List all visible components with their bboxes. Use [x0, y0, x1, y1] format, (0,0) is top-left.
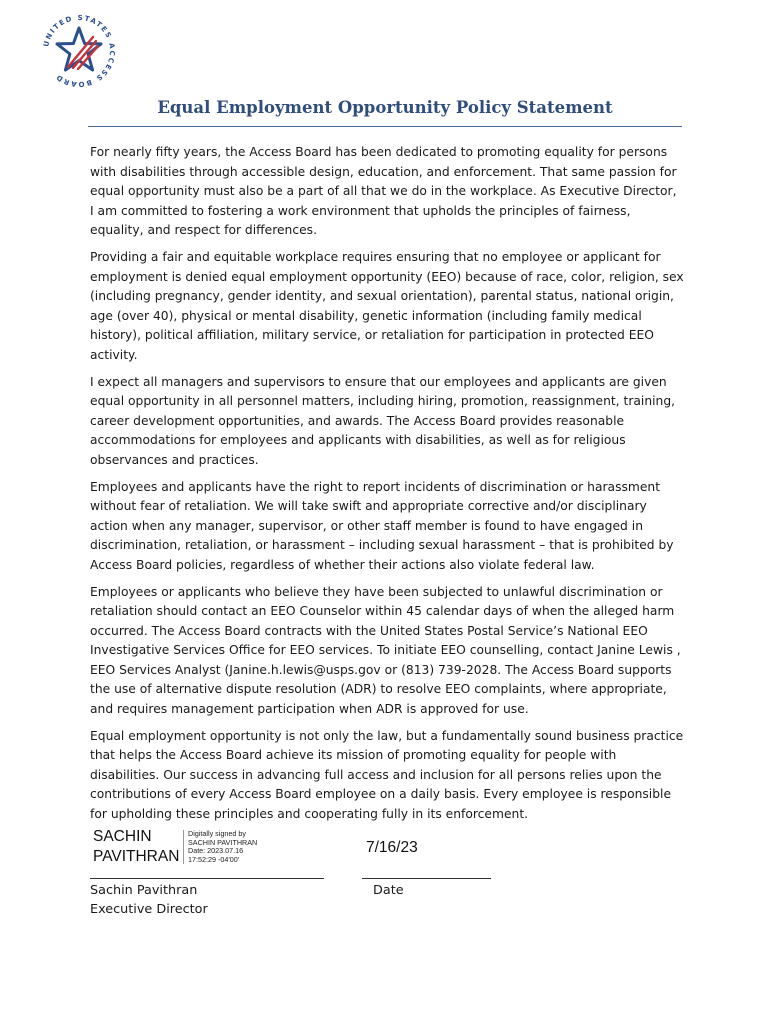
paragraph: Employees and applicants have the right to report incidents of discrimination or harassment without fear of retaliation. We will take swift and appropriate corrective and/or disciplinary action when any manager, supervisor, or other staff member is found to have engaged in discrimination, retaliation, or harassment – including sexual harassment – that is prohibited by Access Board policies, regardless of whether their actions also violate federal law. — [90, 479, 674, 572]
digital-signature-name — [93, 827, 179, 867]
paragraph: Employees or applicants who believe they have been subjected to unlawful discrimination or retaliation should contact an EEO Counselor within 45 calendar days of when the alleged harm occurred. The Access Board contracts with the United States Postal Service’s National EEO Investigative Services Office for EEO services. To initiate EEO counselling, contact Janine Lewis , EEO Services Analyst (Janine.h.lewis@usps.gov or (813) 739-2028. The Access Board supports the use of alternative dispute resolution (ADR) to resolve EEO complaints, where appropriate, and requires management participation when ADR is approved for use. — [90, 584, 681, 716]
paragraph: Equal employment opportunity is not only the law, but a fundamentally sound business practice that helps the Access Board achieve its mission of promoting equality for people with disabilities. Our success in advancing full access and inclusion for all persons relies upon the contributions of every Access Board employee on a daily basis. Every employee is responsible for upholding these principles and cooperating fully in its enforcement. — [90, 728, 684, 821]
title-divider — [88, 126, 682, 127]
paragraph: Providing a fair and equitable workplace requires ensuring that no employee or applicant for employment is denied equal employment opportunity (EEO) because of race, color, religion, sex (including pregnancy, gender identity, and sexual orientation), parental status, national origin, age (over 40), physical or mental disability, genetic information (including family medical history), political affiliation, military service, or retaliation for participation in protected EEO activity. — [90, 250, 684, 362]
signature-name-line: PAVITHRAN — [93, 848, 180, 865]
signature-line — [90, 878, 324, 879]
page-title: Equal Employment Opportunity Policy Statement — [157, 98, 613, 117]
digital-signature-details — [183, 830, 257, 864]
signature-meta-line: Date: 2023.07.16 — [188, 846, 244, 856]
signature-date-value: 7/16/23 — [366, 839, 418, 856]
logo-ring-text: UNITED STATES ACCESS BOARD — [42, 13, 117, 89]
signer-title: Executive Director — [90, 902, 208, 917]
date-line — [362, 878, 491, 879]
signature-meta-line: Digitally signed by — [188, 829, 246, 838]
signature-meta-line: 17:52:29 -04'00' — [188, 854, 240, 864]
paragraph: For nearly fifty years, the Access Board has been dedicated to promoting equality for persons with disabilities through accessible design, education, and enforcement. That same passion for equal opportunity must also be a part of all that we do in the workplace. As Executive Director, I am committed to fostering a work environment that upholds the principles of fairness, equality, and respect for differences. — [90, 145, 677, 237]
paragraph: I expect all managers and supervisors to ensure that our employees and applicants are given equal opportunity in all personnel matters, including hiring, promotion, reassignment, training, career development opportunities, and awards. The Access Board provides reasonable accommodations for employees and applicants with disabilities, as well as for religious observances and practices. — [90, 374, 676, 467]
date-label: Date — [373, 883, 404, 898]
signer-name: Sachin Pavithran — [90, 883, 198, 898]
signature-name-line: SACHIN — [93, 828, 152, 845]
policy-body — [90, 143, 684, 832]
access-board-logo — [38, 10, 120, 92]
signature-meta-line: SACHIN PAVITHRAN — [188, 837, 258, 847]
